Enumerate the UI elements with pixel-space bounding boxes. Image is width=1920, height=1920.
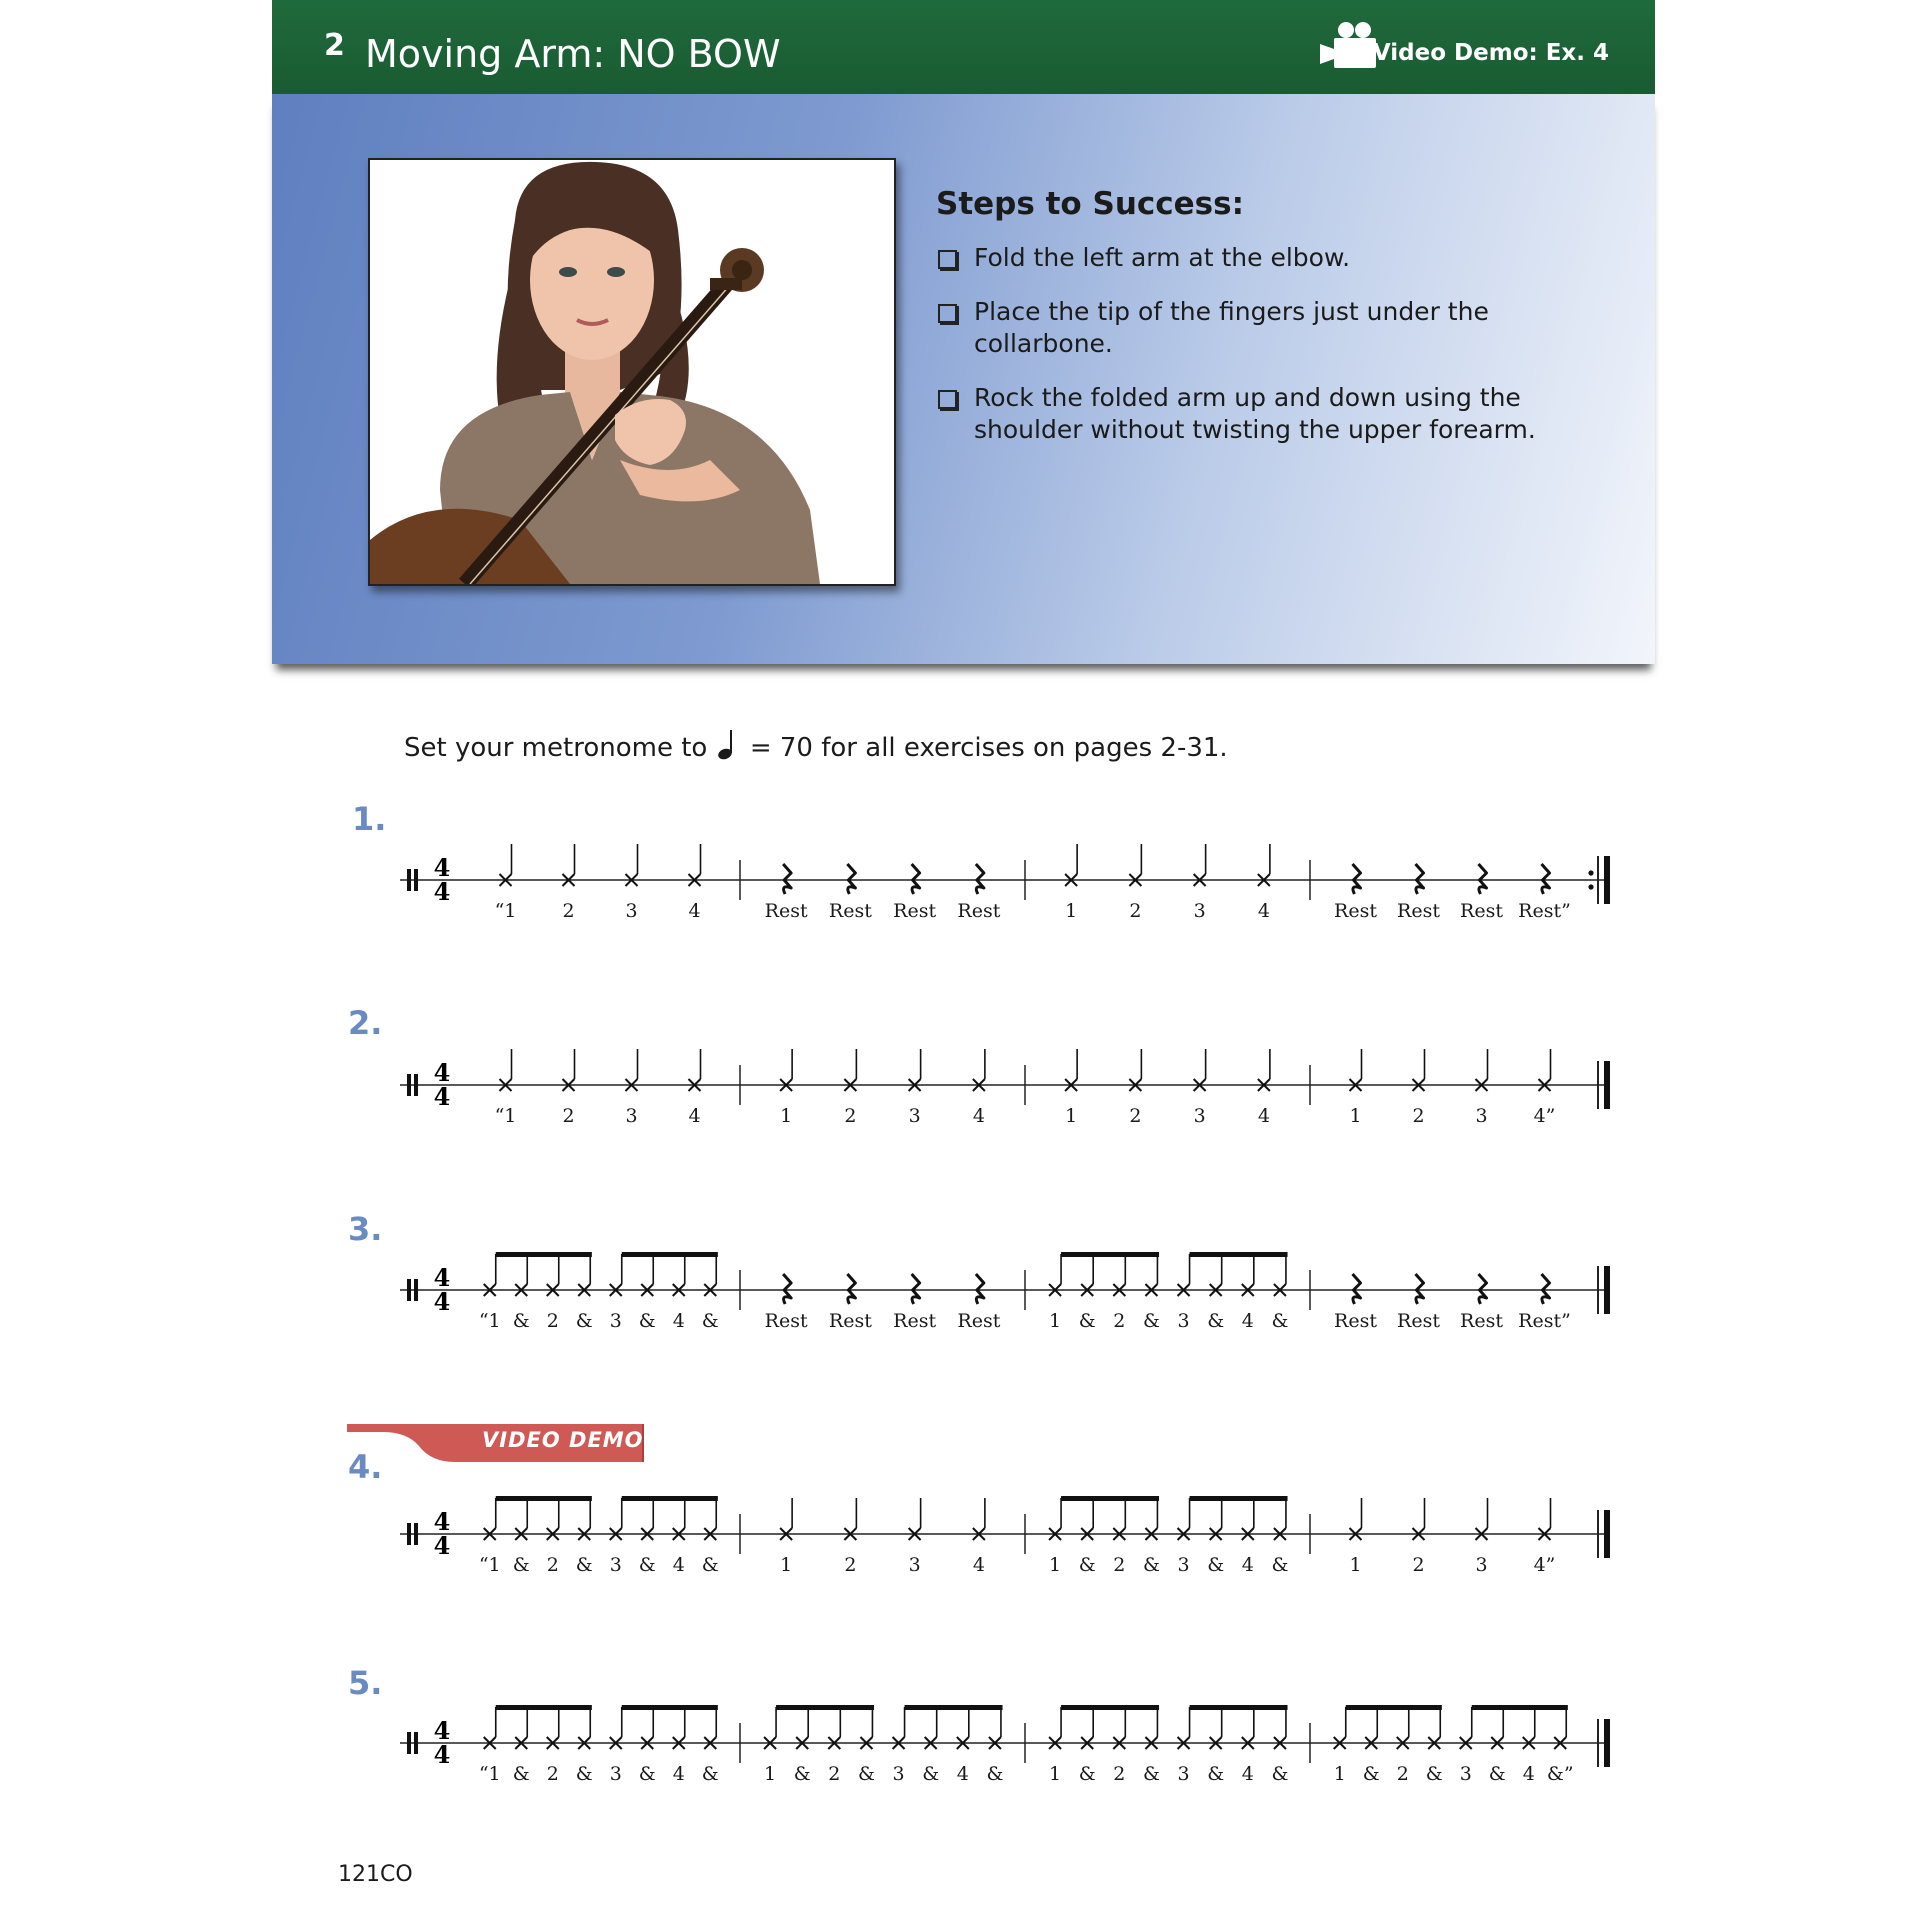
- start-barline: [414, 1279, 418, 1301]
- step-item: [936, 296, 1626, 360]
- repeat-dot: [1588, 884, 1593, 889]
- count-label: Rest: [828, 900, 872, 922]
- count-label: 2: [1396, 1763, 1409, 1785]
- staff-2: [0, 1035, 1920, 1145]
- step-item: [936, 242, 1626, 274]
- exercise-number-5: 5.: [348, 1664, 383, 1702]
- count-label: Rest: [764, 900, 808, 922]
- beam: [1061, 1252, 1159, 1257]
- beam: [622, 1705, 718, 1710]
- count-label: 1: [1049, 1763, 1062, 1785]
- count-label: &: [1271, 1310, 1289, 1332]
- count-label: &: [638, 1763, 656, 1785]
- quarter-rest: [912, 864, 920, 894]
- count-label: &”: [1546, 1763, 1574, 1785]
- count-label: 3: [1193, 1105, 1206, 1127]
- count-label: 3: [908, 1554, 921, 1576]
- count-label: &: [701, 1554, 719, 1576]
- count-label: 4”: [1533, 1105, 1556, 1127]
- count-label: Rest: [1334, 900, 1377, 922]
- start-barline: [414, 1074, 418, 1096]
- step-text: Place the tip of the fingers just under the collarbone.: [974, 297, 1489, 358]
- quarter-rest: [783, 864, 791, 894]
- quarter-rest: [912, 1274, 920, 1304]
- beam: [1061, 1705, 1159, 1710]
- quarter-rest: [1479, 1274, 1487, 1304]
- count-label: “1: [478, 1310, 501, 1332]
- count-label: &: [701, 1763, 719, 1785]
- beam: [622, 1496, 718, 1501]
- count-label: Rest: [957, 900, 1001, 922]
- quarter-rest: [1416, 1274, 1424, 1304]
- count-label: 3: [625, 1105, 638, 1127]
- count-label: 1: [1049, 1554, 1062, 1576]
- beam: [1190, 1705, 1288, 1710]
- metronome-text-before: Set your metronome to: [404, 733, 708, 763]
- count-label: Rest: [828, 1310, 872, 1332]
- video-demo-tab-label[interactable]: VIDEO DEMO: [482, 1428, 644, 1452]
- metronome-text-after: = 70 for all exercises on pages 2-31.: [749, 733, 1228, 763]
- count-label: 4: [972, 1105, 985, 1127]
- count-label: “1: [494, 900, 517, 922]
- quarter-rest: [976, 1274, 984, 1304]
- quarter-rest: [783, 1274, 791, 1304]
- checkbox-icon: [938, 390, 957, 409]
- start-barline: [407, 1279, 411, 1301]
- count-label: 3: [609, 1763, 622, 1785]
- metronome-instruction: [404, 728, 1228, 763]
- count-label: &: [575, 1310, 593, 1332]
- count-label: 4: [972, 1554, 985, 1576]
- count-label: 4: [956, 1763, 969, 1785]
- count-label: &: [1488, 1763, 1506, 1785]
- count-label: &: [575, 1554, 593, 1576]
- quarter-rest: [847, 1274, 855, 1304]
- count-label: 2: [844, 1105, 857, 1127]
- count-label: 3: [625, 900, 638, 922]
- count-label: 4: [688, 900, 701, 922]
- count-label: &: [793, 1763, 811, 1785]
- quarter-rest: [1479, 864, 1487, 894]
- count-label: Rest: [1460, 900, 1503, 922]
- time-signature-bottom: 4: [433, 877, 451, 906]
- count-label: 2: [546, 1554, 559, 1576]
- time-signature-top: 4: [433, 1507, 451, 1536]
- count-label: 3: [1475, 1554, 1488, 1576]
- checkbox-icon: [938, 304, 957, 323]
- count-label: &: [1425, 1763, 1443, 1785]
- count-label: 3: [892, 1763, 905, 1785]
- steps-title: Steps to Success:: [936, 186, 1244, 222]
- count-label: 3: [1177, 1554, 1190, 1576]
- count-label: 3: [609, 1310, 622, 1332]
- time-signature-top: 4: [433, 1263, 451, 1292]
- quarter-rest: [1353, 864, 1361, 894]
- count-label: &: [1142, 1763, 1160, 1785]
- count-label: 4: [1257, 900, 1270, 922]
- cellist-illustration: [370, 160, 894, 584]
- time-signature-bottom: 4: [433, 1531, 451, 1560]
- exercise-number-3: 3.: [348, 1210, 383, 1248]
- final-thick-barline: [1604, 1061, 1610, 1109]
- count-label: 2: [1113, 1310, 1126, 1332]
- count-label: 2: [1412, 1105, 1425, 1127]
- count-label: “1: [478, 1554, 501, 1576]
- count-label: &: [922, 1763, 940, 1785]
- count-label: Rest: [1397, 1310, 1440, 1332]
- beam: [1190, 1496, 1288, 1501]
- quarter-rest: [847, 864, 855, 894]
- quarter-rest: [1353, 1274, 1361, 1304]
- count-label: 1: [1065, 900, 1078, 922]
- count-label: &: [701, 1310, 719, 1332]
- count-label: 2: [1412, 1554, 1425, 1576]
- time-signature-bottom: 4: [433, 1740, 451, 1769]
- beam: [1346, 1705, 1442, 1710]
- start-barline: [414, 1732, 418, 1754]
- count-label: “1: [494, 1105, 517, 1127]
- count-label: &: [512, 1310, 530, 1332]
- quarter-rest: [1542, 1274, 1550, 1304]
- count-label: 4: [1522, 1763, 1535, 1785]
- count-label: 1: [1065, 1105, 1078, 1127]
- beam: [622, 1252, 718, 1257]
- staff-1: [0, 830, 1920, 940]
- time-signature-bottom: 4: [433, 1287, 451, 1316]
- count-label: 2: [828, 1763, 841, 1785]
- count-label: 2: [844, 1554, 857, 1576]
- final-thick-barline: [1604, 1719, 1610, 1767]
- footer-code: 121CO: [338, 1862, 413, 1887]
- count-label: Rest: [957, 1310, 1001, 1332]
- count-label: &: [1078, 1763, 1096, 1785]
- count-label: 2: [1129, 1105, 1142, 1127]
- count-label: 4: [672, 1763, 685, 1785]
- count-label: &: [638, 1310, 656, 1332]
- instruction-panel: [272, 94, 1655, 664]
- checkbox-icon: [938, 250, 957, 269]
- count-label: Rest: [1460, 1310, 1503, 1332]
- start-barline: [414, 869, 418, 891]
- page-number: 2: [324, 28, 345, 63]
- count-label: 4: [1241, 1763, 1254, 1785]
- step-item: [936, 382, 1626, 446]
- final-thick-barline: [1604, 1266, 1610, 1314]
- staff-4: [0, 1484, 1920, 1594]
- beam: [905, 1705, 1003, 1710]
- count-label: &: [638, 1554, 656, 1576]
- count-label: &: [1207, 1763, 1225, 1785]
- quarter-rest: [1542, 864, 1550, 894]
- quarter-rest: [1416, 864, 1424, 894]
- count-label: 2: [1113, 1763, 1126, 1785]
- count-label: 1: [1349, 1554, 1362, 1576]
- count-label: &: [1271, 1763, 1289, 1785]
- count-label: &: [1142, 1554, 1160, 1576]
- count-label: 1: [1333, 1763, 1346, 1785]
- quarter-note-icon: [716, 728, 742, 760]
- count-label: 1: [780, 1105, 793, 1127]
- count-label: 1: [1049, 1310, 1062, 1332]
- page-title: Moving Arm: NO BOW: [365, 32, 781, 76]
- exercise-number-4: 4.: [348, 1448, 383, 1486]
- count-label: &: [575, 1763, 593, 1785]
- beam: [496, 1252, 592, 1257]
- beam: [1061, 1496, 1159, 1501]
- count-label: 4: [672, 1554, 685, 1576]
- video-camera-icon: [1316, 20, 1380, 72]
- count-label: 4: [688, 1105, 701, 1127]
- count-label: &: [1271, 1554, 1289, 1576]
- count-label: 2: [1113, 1554, 1126, 1576]
- count-label: &: [986, 1763, 1004, 1785]
- step-text: Rock the folded arm up and down using the shoulder without twisting the upper forearm.: [974, 383, 1536, 444]
- count-label: 3: [1193, 900, 1206, 922]
- beam: [776, 1705, 874, 1710]
- count-label: 4: [1257, 1105, 1270, 1127]
- steps-list: [936, 242, 1626, 468]
- start-barline: [407, 1074, 411, 1096]
- count-label: 4: [672, 1310, 685, 1332]
- beam: [496, 1705, 592, 1710]
- count-label: Rest”: [1518, 900, 1571, 922]
- count-label: Rest”: [1518, 1310, 1571, 1332]
- count-label: 3: [1177, 1310, 1190, 1332]
- count-label: &: [1207, 1554, 1225, 1576]
- exercise-number-1: 1.: [352, 800, 387, 838]
- count-label: Rest: [764, 1310, 808, 1332]
- count-label: 1: [780, 1554, 793, 1576]
- count-label: &: [1207, 1310, 1225, 1332]
- start-barline: [407, 869, 411, 891]
- count-label: 3: [1177, 1763, 1190, 1785]
- count-label: &: [1078, 1554, 1096, 1576]
- count-label: Rest: [893, 900, 937, 922]
- video-demo-link[interactable]: Video Demo: Ex. 4: [1372, 40, 1609, 66]
- step-text: Fold the left arm at the elbow.: [974, 243, 1351, 272]
- count-label: 2: [562, 1105, 575, 1127]
- final-thick-barline: [1604, 856, 1610, 904]
- count-label: &: [857, 1763, 875, 1785]
- count-label: 4”: [1533, 1554, 1556, 1576]
- time-signature-top: 4: [433, 1716, 451, 1745]
- count-label: &: [1078, 1310, 1096, 1332]
- exercise-number-2: 2.: [348, 1004, 383, 1042]
- page-header: [272, 0, 1655, 94]
- count-label: 2: [546, 1310, 559, 1332]
- count-label: &: [1142, 1310, 1160, 1332]
- beam: [496, 1496, 592, 1501]
- count-label: Rest: [1334, 1310, 1377, 1332]
- count-label: 3: [1459, 1763, 1472, 1785]
- count-label: 3: [609, 1554, 622, 1576]
- count-label: &: [512, 1554, 530, 1576]
- time-signature-top: 4: [433, 1058, 451, 1087]
- count-label: &: [512, 1763, 530, 1785]
- count-label: 4: [1241, 1310, 1254, 1332]
- beam: [1190, 1252, 1288, 1257]
- final-thick-barline: [1604, 1510, 1610, 1558]
- count-label: &: [1362, 1763, 1380, 1785]
- count-label: 2: [562, 900, 575, 922]
- count-label: “1: [478, 1763, 501, 1785]
- start-barline: [414, 1523, 418, 1545]
- time-signature-bottom: 4: [433, 1082, 451, 1111]
- count-label: 3: [908, 1105, 921, 1127]
- start-barline: [407, 1732, 411, 1754]
- count-label: 4: [1241, 1554, 1254, 1576]
- count-label: 1: [1349, 1105, 1362, 1127]
- count-label: 3: [1475, 1105, 1488, 1127]
- count-label: 2: [546, 1763, 559, 1785]
- staff-5: [0, 1693, 1920, 1803]
- beam: [1472, 1705, 1568, 1710]
- cellist-photo: [368, 158, 896, 586]
- count-label: 2: [1129, 900, 1142, 922]
- time-signature-top: 4: [433, 853, 451, 882]
- count-label: Rest: [1397, 900, 1440, 922]
- staff-3: [0, 1240, 1920, 1350]
- start-barline: [407, 1523, 411, 1545]
- repeat-dot: [1588, 870, 1593, 875]
- count-label: Rest: [893, 1310, 937, 1332]
- quarter-rest: [976, 864, 984, 894]
- count-label: 1: [764, 1763, 777, 1785]
